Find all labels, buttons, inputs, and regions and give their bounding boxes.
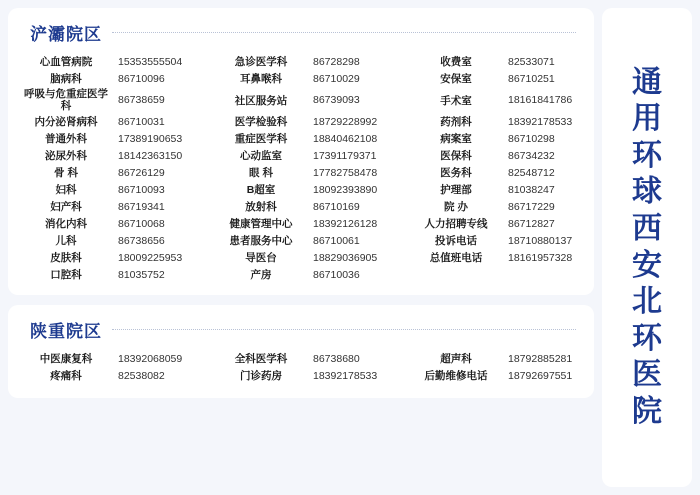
- dept-number: 18392178533: [508, 115, 573, 128]
- dept-label: 医务科: [440, 167, 472, 180]
- dept-number: 86739093: [313, 94, 360, 107]
- dept-label: 疼痛科: [50, 370, 82, 383]
- dept-number: 18392126128: [313, 217, 378, 230]
- dept-number: 18392178533: [313, 369, 378, 382]
- name-char: 西: [632, 211, 662, 245]
- dept-label: 门诊药房: [240, 370, 282, 383]
- table-row: [20, 87, 605, 113]
- dept-label: 耳鼻喉科: [240, 73, 282, 85]
- dept-number: 18161957328: [508, 251, 573, 264]
- name-char: 通: [632, 65, 662, 99]
- table-row: [20, 70, 605, 87]
- table-row: [20, 130, 605, 147]
- dept-label: 超声科: [440, 353, 472, 366]
- dept-number: 86734232: [508, 149, 555, 162]
- table-row: [20, 198, 605, 215]
- dept-label: 投诉电话: [435, 235, 477, 248]
- dept-label: 健康管理中心: [229, 218, 293, 231]
- table-row: [20, 181, 605, 198]
- dept-label: 儿科: [55, 235, 77, 248]
- name-char: 院: [632, 394, 662, 428]
- dept-label: 社区服务站: [234, 94, 288, 107]
- dept-label: 口腔科: [50, 269, 82, 282]
- dept-label: 内分泌肾病科: [34, 116, 98, 129]
- name-char: 环: [632, 321, 662, 355]
- table-row: [20, 113, 605, 130]
- dept-number: 86710169: [313, 200, 360, 213]
- dept-number: 86738659: [118, 94, 165, 107]
- name-char: 北: [632, 285, 662, 319]
- dept-number: 18729228992: [313, 115, 378, 128]
- dept-label: [410, 266, 502, 283]
- dept-label: 脑病科: [50, 73, 82, 85]
- dept-label: 急诊医学科: [234, 56, 288, 68]
- table-row: [20, 232, 605, 249]
- dept-number: 86710061: [313, 234, 360, 247]
- dept-number: 17782758478: [313, 166, 378, 179]
- dept-label: 人力招聘专线: [424, 218, 488, 231]
- dept-number: 86738680: [313, 352, 360, 365]
- dept-label: 安保室: [440, 73, 472, 85]
- name-char: 球: [632, 175, 662, 209]
- dept-number: 82533071: [508, 55, 555, 68]
- dept-label: 病案室: [440, 133, 472, 146]
- dept-number: 81035752: [118, 268, 165, 281]
- section-title: 陕重院区: [30, 322, 102, 342]
- dept-number: 17391179371: [313, 149, 377, 162]
- dept-number: 18392068059: [118, 352, 183, 365]
- dept-number: 86738656: [118, 234, 165, 247]
- dept-number: 15353555504: [118, 55, 183, 68]
- dept-label: 收费室: [440, 56, 472, 68]
- dept-label: 总值班电话: [429, 252, 483, 265]
- dept-number: 18840462108: [313, 132, 378, 145]
- dept-number: 18792885281: [508, 352, 573, 365]
- dept-number: 86710036: [313, 268, 360, 281]
- dept-number: 82538082: [118, 369, 165, 382]
- table-row: [20, 350, 605, 367]
- dept-number: 18792697551: [508, 369, 573, 382]
- dept-label: 医学检验科: [234, 116, 288, 129]
- section-card-chanba: [8, 8, 594, 295]
- table-row: [20, 249, 605, 266]
- dept-number: [502, 266, 605, 283]
- dept-label: 骨 科: [54, 167, 78, 180]
- directory-table-chanba: [20, 53, 605, 283]
- table-row: [20, 53, 605, 70]
- section-header-chanba: [30, 20, 582, 45]
- dept-number: 18710880137: [508, 234, 573, 247]
- dept-label: 护理部: [440, 184, 472, 197]
- dept-label: 药剂科: [440, 116, 472, 129]
- dept-label: 消化内科: [45, 218, 87, 231]
- dept-label: 患者服务中心: [229, 235, 293, 248]
- dotted-divider: [112, 32, 576, 34]
- dept-label: 产房: [250, 269, 272, 282]
- dept-number: 18092393890: [313, 183, 378, 196]
- dept-label: 眼 科: [249, 167, 273, 180]
- dotted-divider: [112, 329, 576, 331]
- dept-number: 18142363150: [118, 149, 183, 162]
- dept-label: 泌尿外科: [45, 150, 87, 163]
- dept-label: 普通外科: [45, 133, 87, 146]
- name-char: 环: [632, 138, 662, 172]
- left-column: [8, 8, 594, 487]
- section-card-shanzhong: [8, 305, 594, 398]
- dept-number: 82548712: [508, 166, 555, 179]
- dept-number: 86710029: [313, 72, 360, 85]
- dept-label: 皮肤科: [50, 252, 82, 265]
- dept-label: 中医康复科: [39, 353, 93, 366]
- table-row: [20, 215, 605, 232]
- dept-label: 导医台: [245, 252, 277, 265]
- dept-number: 18829036905: [313, 251, 378, 264]
- dept-label: 放射科: [245, 201, 277, 214]
- dept-label: B超室: [246, 184, 276, 197]
- table-row: [20, 266, 605, 283]
- dept-number: 86717229: [508, 200, 555, 213]
- dept-number: 81038247: [508, 183, 555, 196]
- dept-label: 全科医学科: [234, 353, 288, 366]
- dept-number: 86726129: [118, 166, 165, 179]
- dept-label: 手术室: [440, 94, 472, 107]
- dept-label: 心血管病院: [39, 56, 93, 68]
- dept-number: 86710068: [118, 217, 165, 230]
- hospital-name-panel: [602, 8, 692, 487]
- dept-label: 重症医学科: [234, 133, 288, 146]
- section-header-shanzhong: [30, 317, 582, 342]
- hospital-name-vertical: [632, 65, 662, 431]
- name-char: 安: [632, 248, 662, 282]
- table-row: [20, 164, 605, 181]
- dept-label: 妇产科: [50, 201, 82, 214]
- table-row: [20, 367, 605, 384]
- dept-number: 86710251: [508, 72, 555, 85]
- name-char: 用: [632, 102, 662, 136]
- dept-number: 86719341: [118, 200, 165, 213]
- dept-label: 医保科: [440, 150, 472, 163]
- dept-label: 呼吸与危重症医学科: [24, 88, 108, 113]
- dept-number: 18009225953: [118, 251, 183, 264]
- dept-label: 后勤维修电话: [424, 370, 488, 383]
- name-char: 医: [632, 358, 662, 392]
- dept-number: 86710093: [118, 183, 165, 196]
- dept-number: 86712827: [508, 217, 555, 230]
- dept-number: 86710298: [508, 132, 555, 145]
- dept-label: 心动监室: [240, 150, 282, 163]
- dept-number: 86728298: [313, 55, 360, 68]
- dept-label: 院 办: [444, 201, 468, 214]
- dept-number: 86710031: [118, 115, 165, 128]
- dept-number: 17389190653: [118, 132, 183, 145]
- dept-label: 妇科: [55, 184, 77, 197]
- table-row: [20, 147, 605, 164]
- directory-table-shanzhong: [20, 350, 605, 384]
- section-title: 浐灞院区: [30, 25, 102, 44]
- dept-number: 86710096: [118, 72, 165, 85]
- dept-number: 18161841786: [508, 94, 573, 107]
